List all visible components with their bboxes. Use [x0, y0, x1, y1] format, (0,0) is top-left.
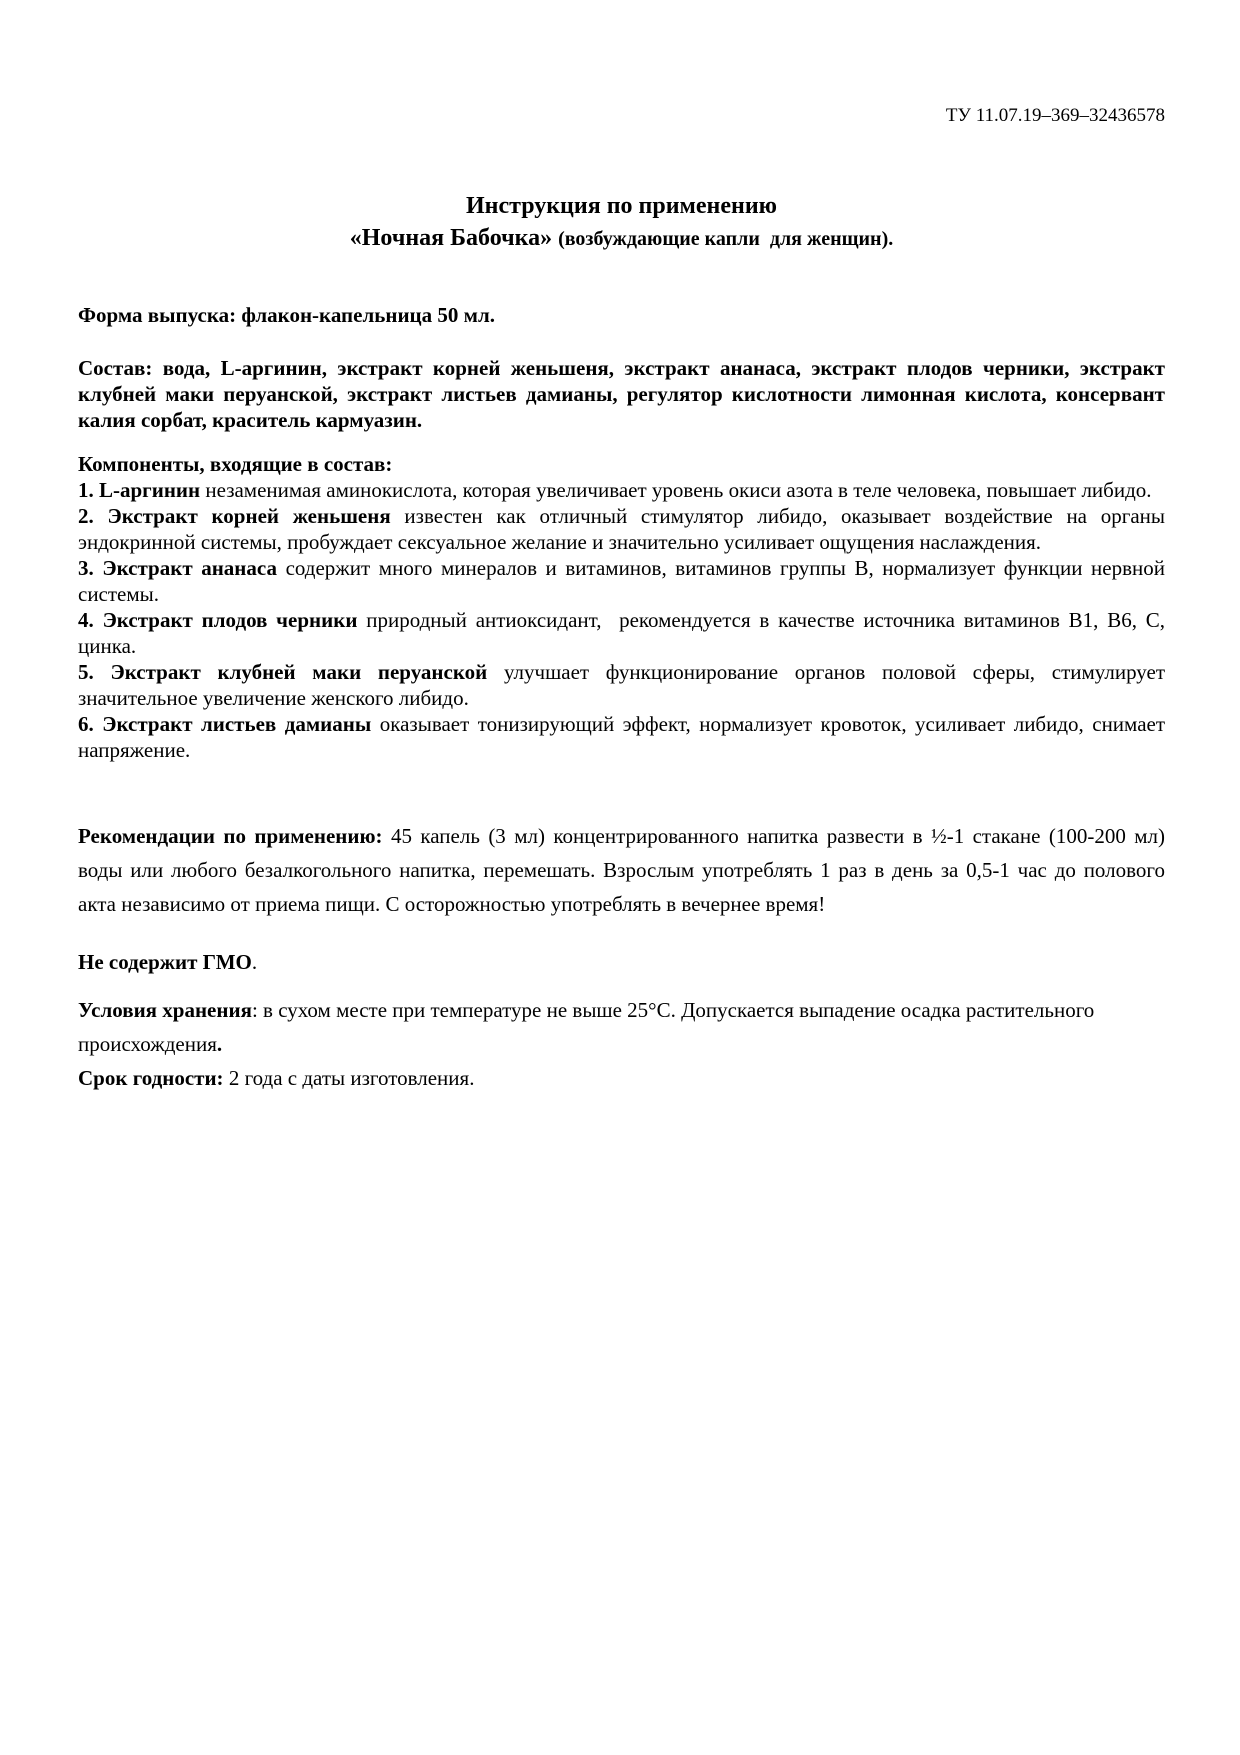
component-text: содержит много минералов и витаминов, витаминов группы В, нормализует функции нервной системы.: [78, 556, 1165, 606]
gmo-label: Не содержит ГМО: [78, 950, 252, 974]
component-name: Экстракт корней женьшеня: [107, 504, 391, 528]
component-item: [78, 477, 1165, 503]
component-number: 3.: [78, 556, 94, 580]
component-number: 6.: [78, 712, 94, 736]
page-subtitle: [78, 222, 1165, 256]
component-item: [78, 659, 1165, 711]
component-number: 1.: [78, 478, 94, 502]
subtitle-descriptor: (возбуждающие капли для женщин).: [558, 228, 894, 250]
shelf-life: [78, 1061, 1165, 1095]
component-text: улучшает функционирование органов половой сферы, стимулирует значительное увеличение женского либидо.: [78, 660, 1166, 710]
gmo-period: .: [251, 950, 258, 974]
component-number: 2.: [78, 504, 94, 528]
recommendations-text: 45 капель (3 мл) концентрированного напитка развести в ½-1 стакане (100-200 мл) воды или любого безалкогольного напитка, перемешать. Взрослым употреблять 1 раз в день за 0,5-1 час до полового акта независимо от приема пищи. С осторожностью употреблять в вечернее время!: [78, 824, 1166, 916]
gmo-statement: [78, 949, 1165, 975]
recommendations: [78, 819, 1165, 921]
component-text: известен как отличный стимулятор либидо, оказывает воздействие на органы эндокринной системы, пробуждает сексуальное желание и значительно усиливает ощущения наслаждения.: [78, 504, 1165, 554]
component-item: [78, 555, 1165, 607]
component-item: [78, 711, 1165, 763]
component-name: Экстракт плодов черники: [102, 608, 358, 632]
recommendations-label: Рекомендации по применению:: [78, 824, 383, 848]
shelf-life-text: 2 года с даты изготовления.: [228, 1066, 475, 1090]
component-text: оказывает тонизирующий эффект, нормализует кровоток, усиливает либидо, снимает напряжение.: [78, 712, 1166, 762]
composition: Состав: вода, L-аргинин, экстракт корней женьшеня, экстракт ананаса, экстракт плодов черники, экстракт клубней маки перуанской, экстракт листьев дамианы, регулятор кислотности лимонная кислота, консервант калия сорбат, краситель кармуазин.: [78, 356, 1165, 432]
component-name: L-аргинин: [99, 478, 201, 502]
shelf-life-label: Срок годности:: [78, 1066, 224, 1090]
storage-period: .: [216, 1032, 223, 1056]
storage-label: Условия хранения: [78, 998, 252, 1022]
component-name: Экстракт клубней маки перуанской: [110, 660, 488, 684]
components-header: Компоненты, входящие в состав:: [78, 452, 393, 476]
component-text: природный антиоксидант, рекомендуется в качестве источника витаминов В1, В6, С, цинка.: [78, 608, 1166, 658]
component-item: [78, 607, 1165, 659]
storage-text: : в сухом месте при температуре не выше 25°С. Допускается выпадение осадка растительного происхождения: [78, 998, 1095, 1056]
component-number: 5.: [78, 660, 94, 684]
doc-number: ТУ 11.07.19–369–32436578: [945, 105, 1165, 126]
component-number: 4.: [78, 608, 94, 632]
storage-conditions: [78, 993, 1165, 1061]
title-block: [78, 191, 1165, 256]
component-text: незаменимая аминокислота, которая увеличивает уровень окиси азота в теле человека, повышает либидо.: [205, 478, 1152, 502]
page-title: Инструкция по применению: [465, 193, 778, 219]
component-name: Экстракт ананаса: [102, 556, 277, 580]
component-name: Экстракт листьев дамианы: [102, 712, 372, 736]
component-item: [78, 503, 1165, 555]
release-form: Форма выпуска: флакон-капельница 50 мл.: [78, 303, 495, 327]
brand-name: «Ночная Бабочка»: [349, 225, 553, 251]
